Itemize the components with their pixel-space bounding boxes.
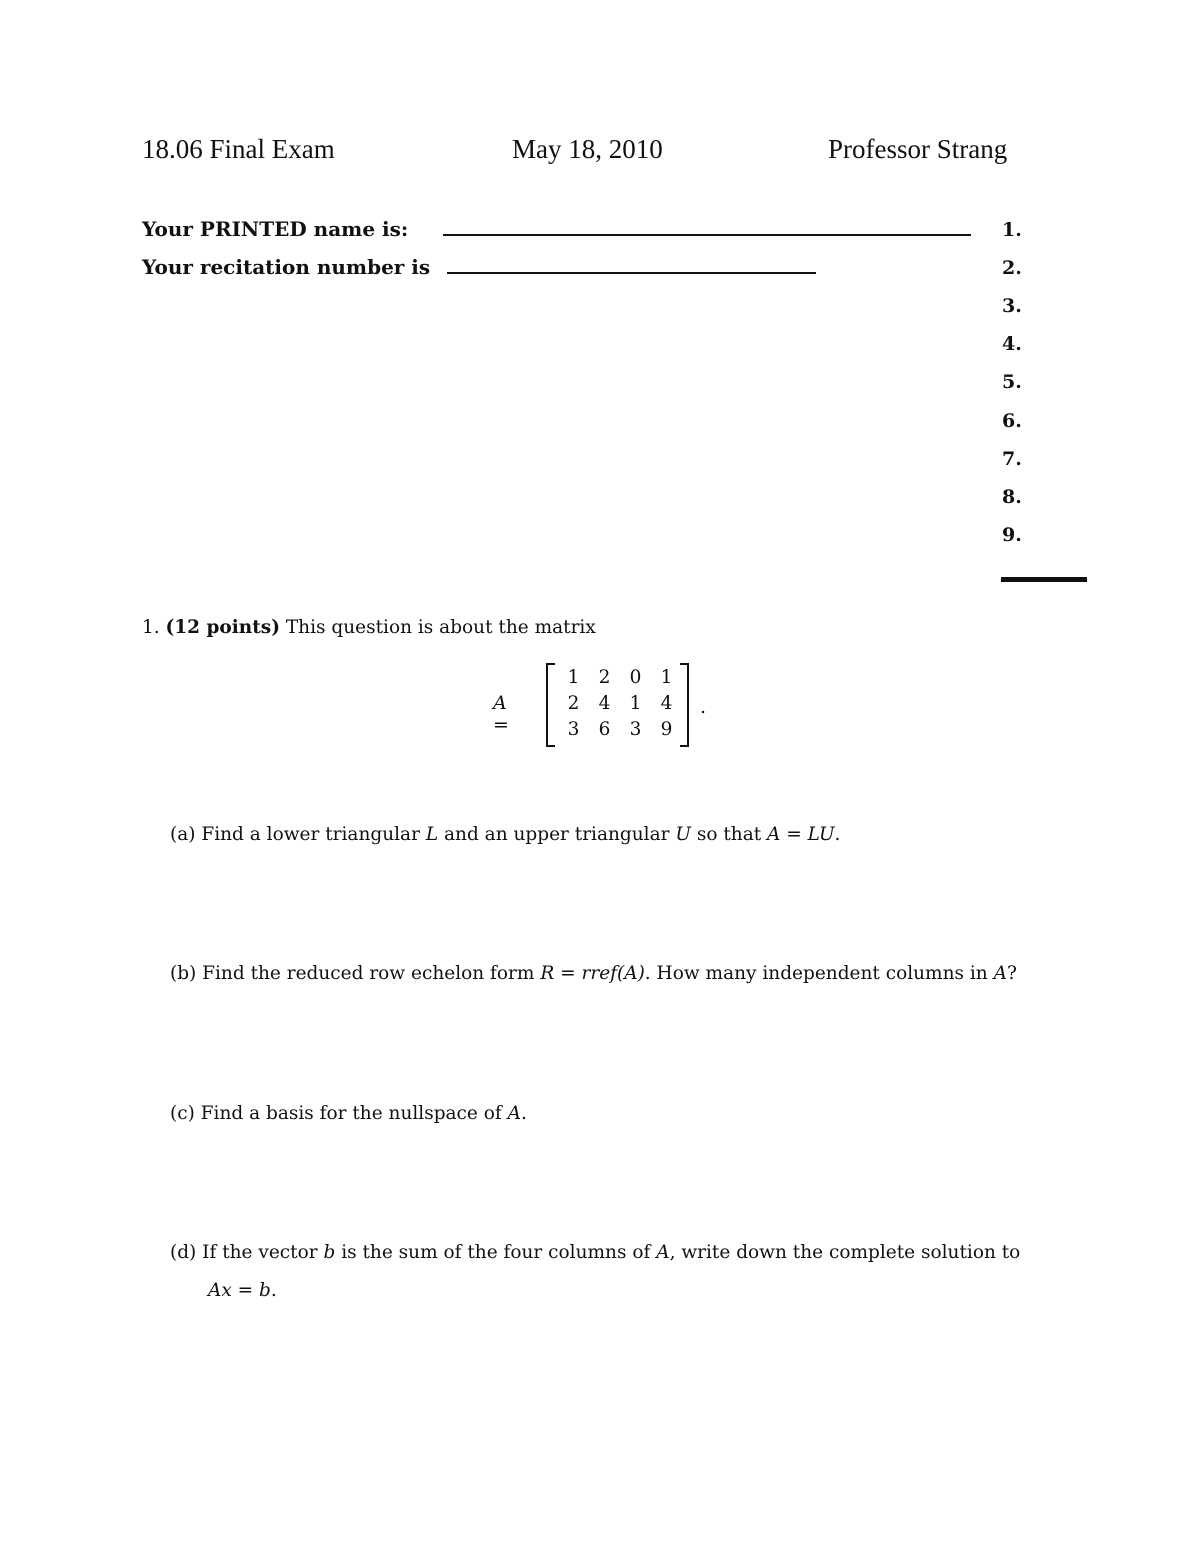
part-b-text: ? (1006, 963, 1017, 984)
recitation-label: Your recitation number is (142, 255, 431, 279)
part-d-text: , write down the complete solution to (669, 1242, 1021, 1263)
score-total-line (1001, 577, 1087, 582)
matrix-cell: 2 (598, 667, 611, 688)
score-item-1: 1. (1002, 219, 1022, 241)
score-item-4: 4. (1002, 333, 1022, 355)
matrix-cell: 2 (567, 693, 580, 714)
part-d-text: . (270, 1280, 277, 1301)
score-item-7: 7. (1002, 448, 1022, 470)
matrix-cell: 1 (567, 667, 580, 688)
part-b-text: . How many independent columns in (644, 963, 988, 984)
matrix-cell: 3 (629, 719, 642, 740)
exam-date: May 18, 2010 (512, 134, 663, 164)
part-c-text: Find a basis for the nullspace of (200, 1103, 502, 1124)
matrix-cell: 1 (629, 693, 642, 714)
matrix-cell: 4 (660, 693, 673, 714)
matrix-cell: 6 (598, 719, 611, 740)
part-b-math: A (993, 963, 1007, 984)
part-a-label: (a) (170, 824, 196, 845)
part-d-math: Ax = b (208, 1280, 271, 1301)
score-item-2: 2. (1002, 257, 1022, 279)
part-c-text: . (521, 1103, 527, 1124)
part-a-math: U (675, 824, 691, 845)
question-number: 1. (142, 617, 160, 638)
recitation-blank-line[interactable] (447, 272, 816, 274)
part-a (170, 824, 840, 845)
part-a-text: . (834, 824, 841, 845)
question-points: (12 points) (165, 617, 280, 638)
name-blank-line[interactable] (443, 234, 971, 236)
part-d-text: If the vector (202, 1242, 318, 1263)
name-label: Your PRINTED name is: (142, 217, 409, 241)
matrix-cell: 1 (660, 667, 673, 688)
professor-name: Professor Strang (828, 134, 1008, 164)
part-d-math: A (656, 1242, 670, 1263)
matrix-entries (558, 665, 682, 743)
part-c-label: (c) (170, 1103, 195, 1124)
exam-title: 18.06 Final Exam (142, 134, 335, 164)
question-intro-text: This question is about the matrix (285, 617, 596, 638)
matrix-cell: 9 (660, 719, 673, 740)
matrix-period: . (700, 696, 707, 718)
score-item-9: 9. (1002, 524, 1022, 546)
score-item-8: 8. (1002, 486, 1022, 508)
matrix-right-bracket (680, 663, 689, 747)
part-d (170, 1242, 1020, 1263)
score-item-3: 3. (1002, 295, 1022, 317)
matrix-cell: 0 (629, 667, 642, 688)
part-a-text: so that (696, 824, 762, 845)
score-item-5: 5. (1002, 371, 1022, 393)
part-a-text: and an upper triangular (444, 824, 670, 845)
matrix-cell: 4 (598, 693, 611, 714)
question-1-intro (142, 617, 596, 638)
part-a-math: L (425, 824, 439, 845)
part-d-continued (208, 1280, 277, 1301)
matrix-left-bracket (546, 663, 555, 747)
part-b-math: R = rref(A) (540, 963, 645, 984)
part-b (170, 963, 1017, 984)
part-d-math: b (323, 1242, 336, 1263)
part-b-text: Find the reduced row echelon form (202, 963, 535, 984)
part-a-text: Find a lower triangular (201, 824, 420, 845)
score-item-6: 6. (1002, 410, 1022, 432)
part-d-text: is the sum of the four columns of (341, 1242, 651, 1263)
matrix-label: A = (493, 692, 509, 736)
part-b-label: (b) (170, 963, 197, 984)
part-a-math: A = LU (767, 824, 835, 845)
part-c (170, 1103, 527, 1124)
part-d-label: (d) (170, 1242, 197, 1263)
matrix-cell: 3 (567, 719, 580, 740)
part-c-math: A (507, 1103, 522, 1124)
